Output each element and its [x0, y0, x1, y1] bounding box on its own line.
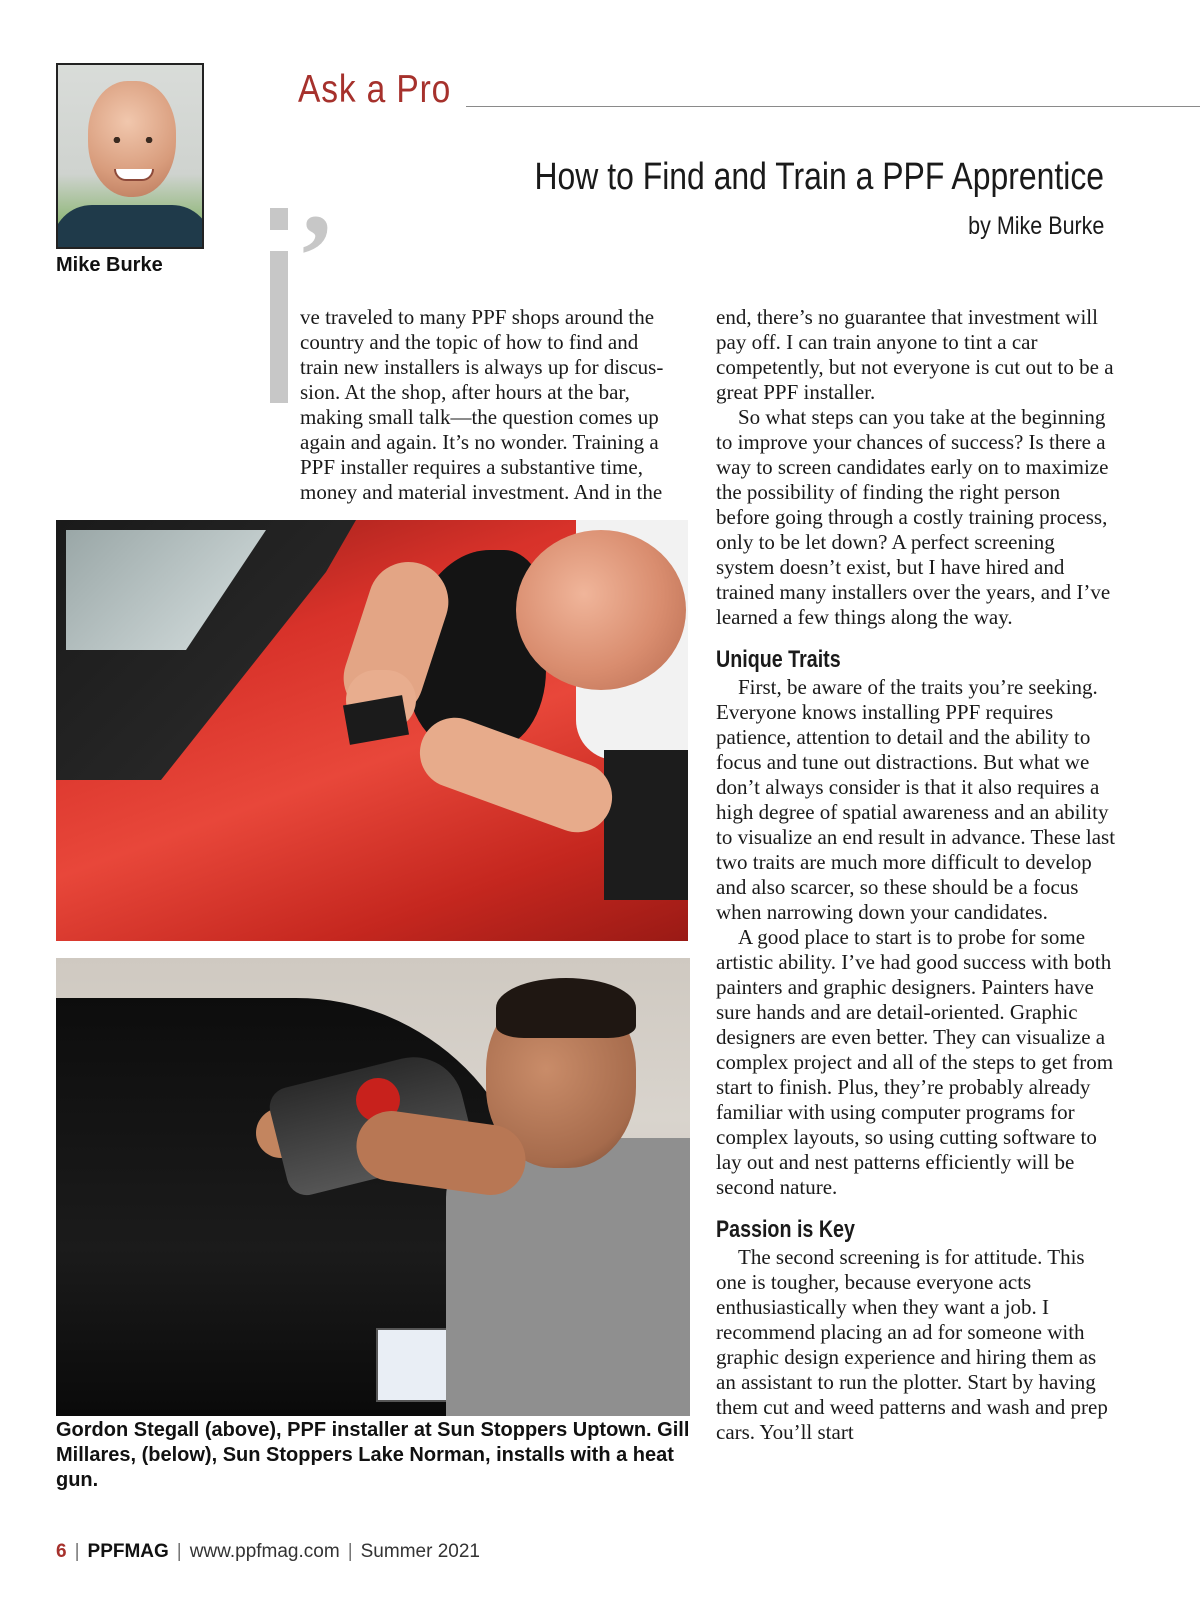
footer-separator: |	[347, 1541, 353, 1562]
paragraph: First, be aware of the traits you’re seeking. Everyone knows installing PPF requires patience, attention to detail and the ability to focus and tune out distractions. But what we don’t always consider is that it also requires a high degree of spatial awareness and an ability to visualize an end result in advance. These last two traits are much more difficult to develop and also scarcer, so these should be a focus when narrowing down your candidates.	[716, 675, 1116, 924]
article-column-2	[716, 305, 1116, 1445]
article-title: How to Find and Train a PPF Apprentice	[534, 156, 1104, 198]
paragraph: The second screening is for attitude. This one is tougher, because everyone acts enthusiastically when they want a job. I recommend placing an ad for someone with graphic design experience and hiring them as an assistant to run the plotter. Start by having them cut and weed patterns and wash and prep cars. You’ll start	[716, 1245, 1108, 1444]
section-heading-passion-is-key: Passion is Key	[716, 1216, 855, 1243]
issue-label: Summer 2021	[360, 1541, 480, 1562]
text-line: making small talk—the question comes up	[300, 405, 659, 429]
paragraph: So what steps can you take at the beginning to improve your chances of success? Is there a way to screen candidates early on to maximize the possibility of finding the right person before going through a costly training process, only to be let down? A perfect screening system doesn’t exist, but I have hired and trained many installers over the years, and I’ve learned a few things along the way.	[716, 405, 1111, 629]
photo-installer-red-car	[56, 520, 688, 941]
photo-caption: Gordon Stegall (above), PPF installer at Sun Stoppers Uptown. Gill Millares, (below), Sun Stoppers Lake Norman, installs with a heat gun.	[56, 1419, 690, 1491]
section-label: Ask a Pro	[298, 68, 452, 111]
installer-head	[516, 530, 686, 690]
dropcap-letter-top	[270, 208, 288, 230]
page-number: 6	[56, 1541, 67, 1562]
portrait-smile	[114, 169, 154, 181]
text-line: sion. At the shop, after hours at the bar,	[300, 380, 630, 404]
page-footer	[56, 1541, 480, 1563]
portrait-shirt	[56, 205, 204, 249]
section-divider	[466, 106, 1200, 107]
paragraph: end, there’s no guarantee that investment will pay off. I can train anyone to tint a car competently, but not everyone is cut out to be a great PPF installer.	[716, 305, 1114, 404]
text-line: country and the topic of how to find and	[300, 330, 639, 354]
dropcap-letter	[270, 251, 288, 403]
installer-shorts	[604, 750, 688, 900]
photo-installer-heat-gun	[56, 958, 690, 1416]
text-line: money and material investment. And in the	[300, 480, 663, 504]
article-column-1	[300, 305, 684, 505]
text-line: ve traveled to many PPF shops around the	[300, 305, 655, 329]
dropcap-apostrophe: ’	[296, 189, 336, 322]
text-line: PPF installer requires a substantive time,	[300, 455, 643, 479]
footer-separator: |	[74, 1541, 80, 1562]
website-link[interactable]: www.ppfmag.com	[189, 1541, 340, 1562]
magazine-name: PPFMAG	[87, 1541, 169, 1562]
portrait-eyes	[110, 137, 156, 143]
footer-separator: |	[176, 1541, 182, 1562]
section-heading-unique-traits: Unique Traits	[716, 646, 841, 673]
text-line: again and again. It’s no wonder. Training a	[300, 430, 659, 454]
paragraph: A good place to start is to probe for some artistic ability. I’ve had good success with both painters and graphic designers. Painters have sure hands and are detail-oriented. Graphic designers are even better. They can visualize a complex project and all of the steps to get from start to finish. Plus, they’re probably already familiar with using computer programs for complex layouts, so using cutting software to lay out and nest patterns efficiently will be second nature.	[716, 925, 1114, 1199]
text-line: train new installers is always up for discus-	[300, 355, 664, 379]
author-caption: Mike Burke	[56, 254, 163, 276]
author-photo	[56, 63, 204, 249]
article-byline: by Mike Burke	[967, 212, 1104, 240]
installer-hair	[496, 978, 636, 1038]
